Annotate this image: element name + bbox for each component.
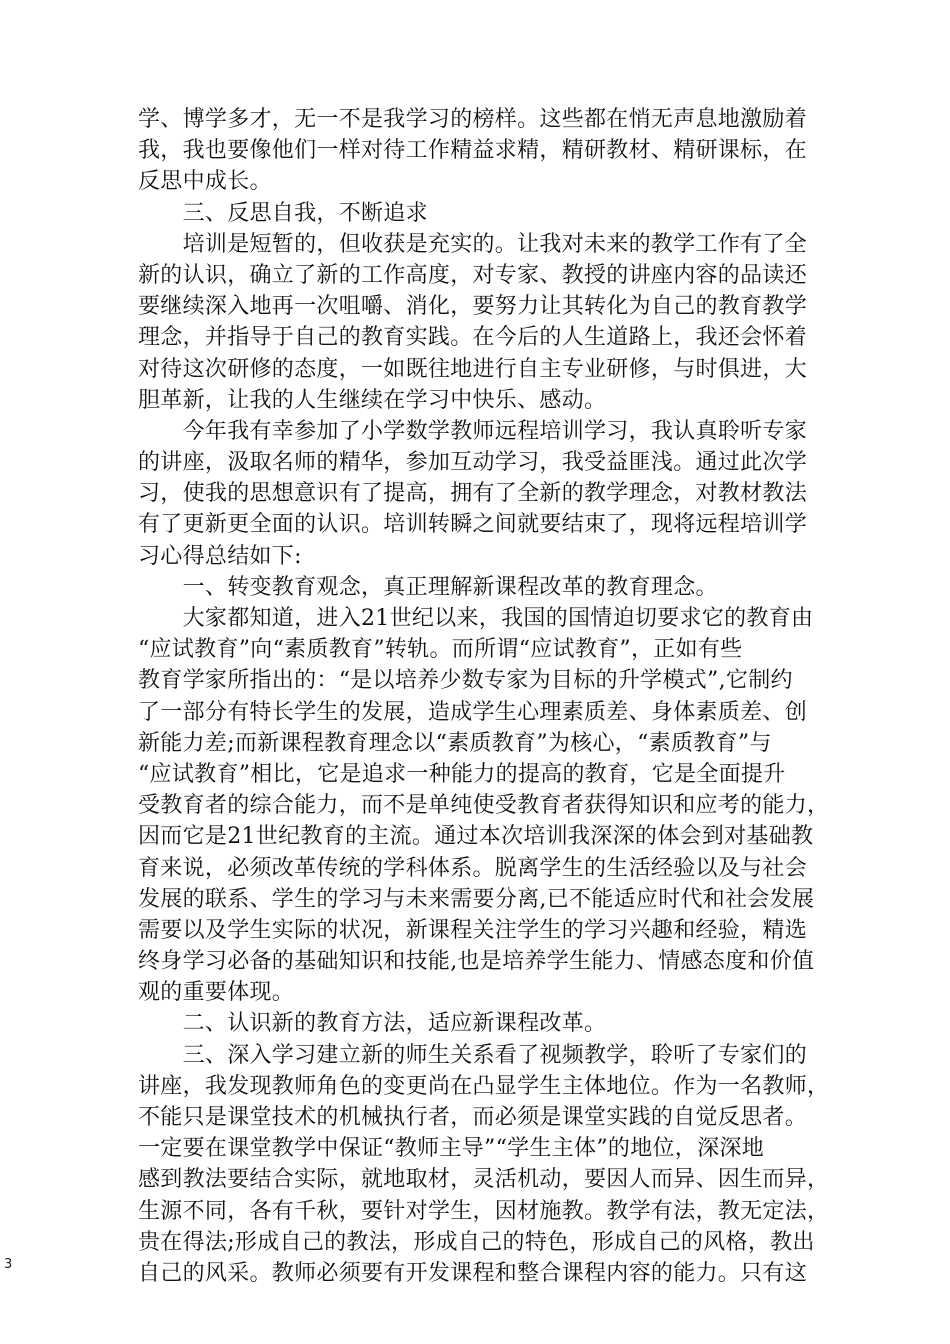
text-line: 育来说，必须改革传统的学科体系。脱离学生的生活经验以及与社会 [138,855,808,881]
text-line: 生源不同，各有千秋，要针对学生，因材施教。教学有法，教无定法， [138,1198,830,1224]
section-heading: 三、反思自我，不断追求 [138,200,428,226]
section-heading: 二、认识新的教育方法，适应新课程改革。 [138,1011,607,1037]
text-line: 终身学习必备的基础知识和技能,也是培养学生能力、情感态度和价值 [138,949,815,975]
text-line: 培训是短暂的，但收获是充实的。让我对未来的教学工作有了全 [138,231,808,257]
text-line: “应试教育”向“素质教育”转轨。而所谓“应试教育”，正如有些 [138,637,743,663]
text-line: “应试教育”相比，它是追求一种能力的提高的教育，它是全面提升 [138,761,786,787]
text-line: 因而它是21世纪教育的主流。通过本次培训我深深的体会到对基础教 [138,824,814,850]
text-line: 胆革新，让我的人生继续在学习中快乐、感动。 [138,387,607,413]
text-line: 自己的风采。教师必须要有开发课程和整合课程内容的能力。只有这 [138,1260,808,1286]
text-line: 新能力差;而新课程教育理念以“素质教育”为核心，“素质教育”与 [138,730,772,756]
section-heading: 三、深入学习建立新的师生关系看了视频教学，聆听了专家们的 [138,1042,808,1068]
text-line: 新的认识，确立了新的工作高度，对专家、教授的讲座内容的品读还 [138,262,808,288]
text-line: 要继续深入地再一次咀嚼、消化，要努力让其转化为自己的教育教学 [138,294,808,320]
text-line: 需要以及学生实际的状况，新课程关注学生的学习兴趣和经验，精选 [138,917,808,943]
text-line: 反思中成长。 [138,169,272,195]
text-line: 感到教法要结合实际，就地取材，灵活机动，要因人而异、因生而异， [138,1167,830,1193]
text-line: 不能只是课堂技术的机械执行者，而必须是课堂实践的自觉反思者。 [138,1105,808,1130]
text-line: 受教育者的综合能力，而不是单纯使受教育者获得知识和应考的能力， [138,793,830,819]
text-line: 对待这次研修的态度，一如既往地进行自主专业研修，与时俱进，大 [138,356,808,382]
page-number: 3 [4,1257,13,1272]
text-line: 理念，并指导于自己的教育实践。在今后的人生道路上，我还会怀着 [138,325,808,351]
text-line: 讲座，我发现教师角色的变更尚在凸显学生主体地位。作为一名教师， [138,1073,830,1099]
body-text [138,104,828,1289]
text-line: 贵在得法;形成自己的教法，形成自己的特色，形成自己的风格，教出 [138,1229,815,1255]
section-heading: 一、转变教育观念，真正理解新课程改革的教育理念。 [138,574,718,600]
text-line: 我，我也要像他们一样对待工作精益求精，精研教材、精研课标，在 [138,138,808,164]
text-line: 了一部分有特长学生的发展，造成学生心理素质差、身体素质差、创 [138,699,808,725]
text-line: 有了更新更全面的认识。培训转瞬之间就要结束了，现将远程培训学 [138,512,808,538]
text-line: 学、博学多才，无一不是我学习的榜样。这些都在悄无声息地激励着 [138,107,808,132]
text-line: 一定要在课堂教学中保证“教师主导”“学生主体”的地位，深深地 [138,1136,764,1162]
text-line: 教育学家所指出的：“是以培养少数专家为目标的升学模式”,它制约 [138,668,793,694]
text-line: 观的重要体现。 [138,980,295,1006]
text-line: 习，使我的思想意识有了提高，拥有了全新的教学理念，对教材教法 [138,481,808,507]
text-line: 习心得总结如下: [138,543,302,569]
text-line: 大家都知道，进入21世纪以来，我国的国情迫切要求它的教育由 [138,606,814,631]
text-line: 发展的联系、学生的学习与未来需要分离,已不能适应时代和社会发展 [138,886,815,912]
text-line: 的讲座，汲取名师的精华，参加互动学习，我受益匪浅。通过此次学 [138,450,808,476]
text-line: 今年我有幸参加了小学数学教师远程培训学习，我认真聆听专家 [138,418,808,444]
